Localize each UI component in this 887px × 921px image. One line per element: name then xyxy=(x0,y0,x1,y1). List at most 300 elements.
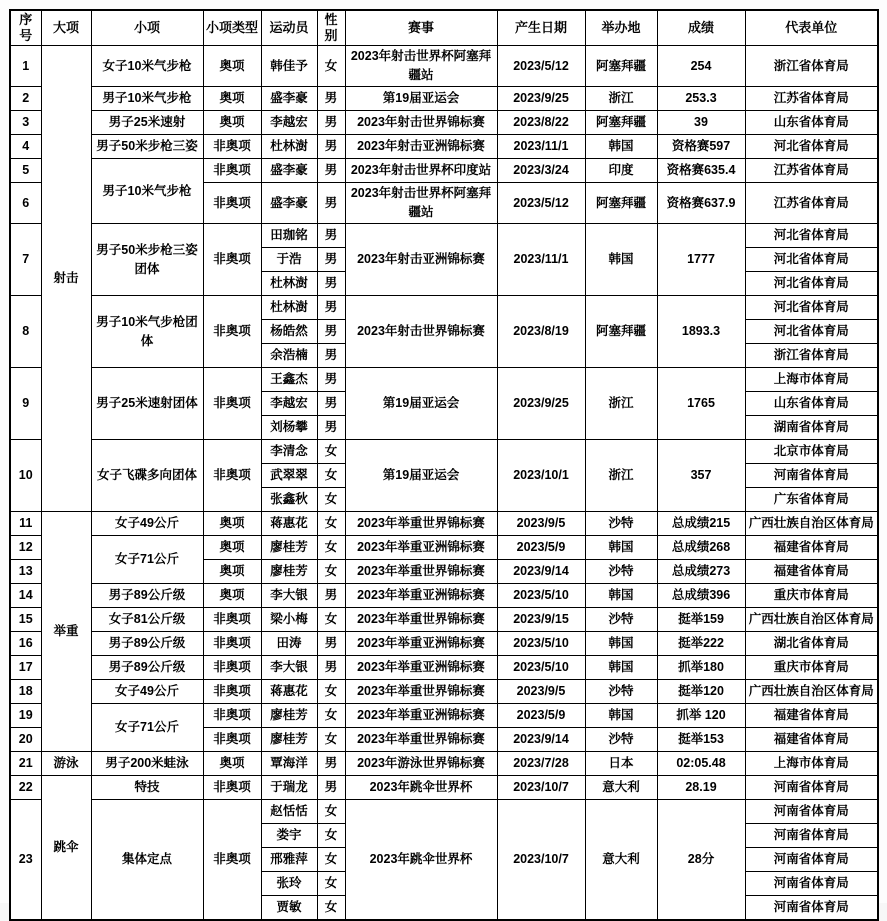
cell: 女 xyxy=(317,536,345,560)
cell: 男 xyxy=(317,584,345,608)
cell: 男子89公斤级 xyxy=(91,632,203,656)
cell: 2 xyxy=(10,87,41,111)
cell: 娄宇 xyxy=(261,824,317,848)
cell: 2023年射击世界杯印度站 xyxy=(345,159,497,183)
column-header: 举办地 xyxy=(585,10,657,46)
cell: 男子10米气步枪团体 xyxy=(91,296,203,368)
cell: 盛李豪 xyxy=(261,183,317,224)
cell: 非奥项 xyxy=(203,440,261,512)
cell: 河南省体育局 xyxy=(745,776,878,800)
table-row xyxy=(10,296,878,320)
cell: 杜林澍 xyxy=(261,135,317,159)
cell: 18 xyxy=(10,680,41,704)
cell: 2023/8/19 xyxy=(497,296,585,368)
cell: 16 xyxy=(10,632,41,656)
cell: 抓举180 xyxy=(657,656,745,680)
cell: 北京市体育局 xyxy=(745,440,878,464)
cell: 总成绩215 xyxy=(657,512,745,536)
cell: 总成绩268 xyxy=(657,536,745,560)
cell: 男子10米气步枪 xyxy=(91,87,203,111)
cell: 河北省体育局 xyxy=(745,296,878,320)
cell: 非奥项 xyxy=(203,680,261,704)
cell: 河南省体育局 xyxy=(745,872,878,896)
cell: 2023年举重亚洲锦标赛 xyxy=(345,584,497,608)
cell: 男 xyxy=(317,87,345,111)
cell: 女 xyxy=(317,488,345,512)
cell: 2023年举重亚洲锦标赛 xyxy=(345,632,497,656)
table-row xyxy=(10,776,878,800)
cell: 韩国 xyxy=(585,135,657,159)
cell: 奥项 xyxy=(203,536,261,560)
cell: 阿塞拜疆 xyxy=(585,111,657,135)
cell: 韩佳予 xyxy=(261,46,317,87)
cell: 第19届亚运会 xyxy=(345,440,497,512)
cell: 11 xyxy=(10,512,41,536)
cell: 韩国 xyxy=(585,224,657,296)
cell: 河南省体育局 xyxy=(745,800,878,824)
cell: 女 xyxy=(317,728,345,752)
cell: 江苏省体育局 xyxy=(745,159,878,183)
cell: 印度 xyxy=(585,159,657,183)
cell: 李清念 xyxy=(261,440,317,464)
cell: 2023年跳伞世界杯 xyxy=(345,776,497,800)
cell: 2023年射击亚洲锦标赛 xyxy=(345,135,497,159)
cell: 非奥项 xyxy=(203,656,261,680)
cell: 20 xyxy=(10,728,41,752)
cell: 12 xyxy=(10,536,41,560)
cell: 9 xyxy=(10,368,41,440)
cell: 意大利 xyxy=(585,800,657,921)
cell: 资格赛635.4 xyxy=(657,159,745,183)
cell: 男 xyxy=(317,416,345,440)
cell: 蒋惠花 xyxy=(261,512,317,536)
cell: 河南省体育局 xyxy=(745,848,878,872)
cell: 山东省体育局 xyxy=(745,111,878,135)
cell: 浙江省体育局 xyxy=(745,46,878,87)
cell: 河南省体育局 xyxy=(745,896,878,921)
cell: 2023年举重世界锦标赛 xyxy=(345,512,497,536)
cell: 非奥项 xyxy=(203,776,261,800)
cell: 廖桂芳 xyxy=(261,560,317,584)
cell: 男子10米气步枪 xyxy=(91,159,203,224)
cell: 4 xyxy=(10,135,41,159)
column-header: 序号 xyxy=(10,10,41,46)
cell: 非奥项 xyxy=(203,800,261,921)
cell: 挺举153 xyxy=(657,728,745,752)
cell: 357 xyxy=(657,440,745,512)
cell: 非奥项 xyxy=(203,632,261,656)
cell: 女子49公斤 xyxy=(91,680,203,704)
cell: 奥项 xyxy=(203,46,261,87)
cell: 男 xyxy=(317,752,345,776)
cell: 重庆市体育局 xyxy=(745,584,878,608)
cell: 2023/5/10 xyxy=(497,632,585,656)
cell: 沙特 xyxy=(585,560,657,584)
cell: 女 xyxy=(317,872,345,896)
cell: 男 xyxy=(317,368,345,392)
cell: 跳伞 xyxy=(41,776,91,921)
table-row xyxy=(10,135,878,159)
cell: 余浩楠 xyxy=(261,344,317,368)
cell: 2023年射击世界杯阿塞拜疆站 xyxy=(345,46,497,87)
cell: 男子89公斤级 xyxy=(91,584,203,608)
cell: 男子25米速射 xyxy=(91,111,203,135)
column-header: 性别 xyxy=(317,10,345,46)
cell: 韩国 xyxy=(585,536,657,560)
cell: 男 xyxy=(317,632,345,656)
column-header: 赛事 xyxy=(345,10,497,46)
cell: 28.19 xyxy=(657,776,745,800)
cell: 广东省体育局 xyxy=(745,488,878,512)
cell: 2023/9/5 xyxy=(497,680,585,704)
table-row xyxy=(10,656,878,680)
column-header: 小项类型 xyxy=(203,10,261,46)
cell: 日本 xyxy=(585,752,657,776)
cell: 盛李豪 xyxy=(261,87,317,111)
cell: 2023年举重亚洲锦标赛 xyxy=(345,656,497,680)
cell: 河北省体育局 xyxy=(745,248,878,272)
cell: 39 xyxy=(657,111,745,135)
cell: 男 xyxy=(317,135,345,159)
cell: 2023年举重亚洲锦标赛 xyxy=(345,536,497,560)
cell: 江苏省体育局 xyxy=(745,87,878,111)
cell: 武翠翠 xyxy=(261,464,317,488)
cell: 男 xyxy=(317,776,345,800)
cell: 女 xyxy=(317,800,345,824)
cell: 女 xyxy=(317,46,345,87)
cell: 女 xyxy=(317,440,345,464)
cell: 举重 xyxy=(41,512,91,752)
cell: 河南省体育局 xyxy=(745,824,878,848)
table-row xyxy=(10,680,878,704)
cell: 第19届亚运会 xyxy=(345,87,497,111)
cell: 上海市体育局 xyxy=(745,752,878,776)
cell: 奥项 xyxy=(203,87,261,111)
cell: 2023/5/9 xyxy=(497,536,585,560)
cell: 阿塞拜疆 xyxy=(585,296,657,368)
cell: 女子81公斤级 xyxy=(91,608,203,632)
cell: 于瑞龙 xyxy=(261,776,317,800)
cell: 女 xyxy=(317,824,345,848)
cell: 上海市体育局 xyxy=(745,368,878,392)
cell: 2023/9/14 xyxy=(497,560,585,584)
cell: 男 xyxy=(317,111,345,135)
cell: 刘杨攀 xyxy=(261,416,317,440)
cell: 河北省体育局 xyxy=(745,224,878,248)
cell: 沙特 xyxy=(585,728,657,752)
cell: 女 xyxy=(317,680,345,704)
cell: 阿塞拜疆 xyxy=(585,183,657,224)
cell: 男子89公斤级 xyxy=(91,656,203,680)
column-header: 小项 xyxy=(91,10,203,46)
cell: 奥项 xyxy=(203,512,261,536)
cell: 2023年举重世界锦标赛 xyxy=(345,680,497,704)
cell: 李越宏 xyxy=(261,392,317,416)
cell: 总成绩396 xyxy=(657,584,745,608)
cell: 广西壮族自治区体育局 xyxy=(745,608,878,632)
cell: 挺举222 xyxy=(657,632,745,656)
cell: 女 xyxy=(317,848,345,872)
cell: 男子200米蛙泳 xyxy=(91,752,203,776)
cell: 集体定点 xyxy=(91,800,203,921)
cell: 男 xyxy=(317,296,345,320)
cell: 蒋惠花 xyxy=(261,680,317,704)
cell: 男子25米速射团体 xyxy=(91,368,203,440)
cell: 女 xyxy=(317,704,345,728)
cell: 于浩 xyxy=(261,248,317,272)
cell: 女子71公斤 xyxy=(91,536,203,584)
cell: 张鑫秋 xyxy=(261,488,317,512)
cell: 杜林澍 xyxy=(261,272,317,296)
cell: 2023年射击世界锦标赛 xyxy=(345,296,497,368)
header-row xyxy=(10,10,878,46)
cell: 2023/11/1 xyxy=(497,135,585,159)
cell: 意大利 xyxy=(585,776,657,800)
cell: 韩国 xyxy=(585,632,657,656)
cell: 奥项 xyxy=(203,752,261,776)
cell: 杜林澍 xyxy=(261,296,317,320)
cell: 2023/8/22 xyxy=(497,111,585,135)
cell: 奥项 xyxy=(203,111,261,135)
cell: 非奥项 xyxy=(203,224,261,296)
cell: 浙江 xyxy=(585,87,657,111)
cell: 男 xyxy=(317,159,345,183)
cell: 女子10米气步枪 xyxy=(91,46,203,87)
cell: 抓举 120 xyxy=(657,704,745,728)
cell: 非奥项 xyxy=(203,135,261,159)
cell: 1893.3 xyxy=(657,296,745,368)
table-row xyxy=(10,752,878,776)
cell: 韩国 xyxy=(585,704,657,728)
cell: 非奥项 xyxy=(203,183,261,224)
cell: 13 xyxy=(10,560,41,584)
cell: 河南省体育局 xyxy=(745,464,878,488)
cell: 河北省体育局 xyxy=(745,135,878,159)
cell: 福建省体育局 xyxy=(745,704,878,728)
cell: 2023年跳伞世界杯 xyxy=(345,800,497,921)
cell: 10 xyxy=(10,440,41,512)
cell: 2023/9/14 xyxy=(497,728,585,752)
cell: 贾敏 xyxy=(261,896,317,921)
cell: 5 xyxy=(10,159,41,183)
cell: 23 xyxy=(10,800,41,921)
cell: 覃海洋 xyxy=(261,752,317,776)
cell: 河北省体育局 xyxy=(745,320,878,344)
cell: 奥项 xyxy=(203,560,261,584)
cell: 广西壮族自治区体育局 xyxy=(745,512,878,536)
table-row xyxy=(10,159,878,183)
cell: 21 xyxy=(10,752,41,776)
cell: 254 xyxy=(657,46,745,87)
column-header: 运动员 xyxy=(261,10,317,46)
cell: 赵恬恬 xyxy=(261,800,317,824)
cell: 湖南省体育局 xyxy=(745,416,878,440)
cell: 2023年游泳世界锦标赛 xyxy=(345,752,497,776)
table-row xyxy=(10,800,878,824)
cell: 2023/11/1 xyxy=(497,224,585,296)
cell: 奥项 xyxy=(203,584,261,608)
cell: 非奥项 xyxy=(203,368,261,440)
cell: 李大银 xyxy=(261,584,317,608)
cell: 19 xyxy=(10,704,41,728)
column-header: 代表单位 xyxy=(745,10,878,46)
cell: 男 xyxy=(317,272,345,296)
table-row xyxy=(10,46,878,87)
table-row xyxy=(10,111,878,135)
table-row xyxy=(10,224,878,248)
cell: 廖桂芳 xyxy=(261,704,317,728)
cell: 非奥项 xyxy=(203,608,261,632)
cell: 男子50米步枪三姿团体 xyxy=(91,224,203,296)
cell: 2023/9/25 xyxy=(497,87,585,111)
cell: 22 xyxy=(10,776,41,800)
cell: 河北省体育局 xyxy=(745,272,878,296)
cell: 挺举159 xyxy=(657,608,745,632)
cell: 2023/10/7 xyxy=(497,776,585,800)
cell: 女子飞碟多向团体 xyxy=(91,440,203,512)
cell: 浙江省体育局 xyxy=(745,344,878,368)
column-header: 成绩 xyxy=(657,10,745,46)
cell: 福建省体育局 xyxy=(745,728,878,752)
cell: 女 xyxy=(317,608,345,632)
cell: 非奥项 xyxy=(203,704,261,728)
cell: 沙特 xyxy=(585,680,657,704)
cell: 重庆市体育局 xyxy=(745,656,878,680)
cell: 2023/10/7 xyxy=(497,800,585,921)
cell: 女 xyxy=(317,512,345,536)
cell: 男 xyxy=(317,656,345,680)
cell: 李越宏 xyxy=(261,111,317,135)
cell: 1777 xyxy=(657,224,745,296)
cell: 6 xyxy=(10,183,41,224)
table-row xyxy=(10,440,878,464)
cell: 田珈铭 xyxy=(261,224,317,248)
cell: 2023年举重世界锦标赛 xyxy=(345,608,497,632)
cell: 2023/5/9 xyxy=(497,704,585,728)
cell: 盛李豪 xyxy=(261,159,317,183)
cell: 射击 xyxy=(41,46,91,512)
sports-records-table xyxy=(9,9,879,921)
cell: 2023/9/25 xyxy=(497,368,585,440)
cell: 男 xyxy=(317,392,345,416)
table-row xyxy=(10,368,878,392)
cell: 李大银 xyxy=(261,656,317,680)
table-body xyxy=(10,46,878,921)
cell: 杨皓然 xyxy=(261,320,317,344)
cell: 非奥项 xyxy=(203,296,261,368)
cell: 非奥项 xyxy=(203,728,261,752)
table-row xyxy=(10,584,878,608)
cell: 男 xyxy=(317,320,345,344)
cell: 男子50米步枪三姿 xyxy=(91,135,203,159)
cell: 2023/7/28 xyxy=(497,752,585,776)
cell: 男 xyxy=(317,183,345,224)
cell: 游泳 xyxy=(41,752,91,776)
cell: 福建省体育局 xyxy=(745,536,878,560)
table-row xyxy=(10,704,878,728)
cell: 总成绩273 xyxy=(657,560,745,584)
cell: 253.3 xyxy=(657,87,745,111)
cell: 2023/5/12 xyxy=(497,183,585,224)
cell: 山东省体育局 xyxy=(745,392,878,416)
cell: 2023/9/5 xyxy=(497,512,585,536)
cell: 资格赛637.9 xyxy=(657,183,745,224)
table-row xyxy=(10,87,878,111)
table-row xyxy=(10,632,878,656)
cell: 2023/5/12 xyxy=(497,46,585,87)
cell: 广西壮族自治区体育局 xyxy=(745,680,878,704)
cell: 2023/3/24 xyxy=(497,159,585,183)
table-row xyxy=(10,536,878,560)
cell: 2023年射击世界杯阿塞拜疆站 xyxy=(345,183,497,224)
cell: 02:05.48 xyxy=(657,752,745,776)
cell: 特技 xyxy=(91,776,203,800)
cell: 韩国 xyxy=(585,656,657,680)
cell: 女 xyxy=(317,464,345,488)
cell: 男 xyxy=(317,224,345,248)
cell: 2023年射击亚洲锦标赛 xyxy=(345,224,497,296)
cell: 张玲 xyxy=(261,872,317,896)
cell: 15 xyxy=(10,608,41,632)
cell: 2023/9/15 xyxy=(497,608,585,632)
cell: 28分 xyxy=(657,800,745,921)
cell: 田涛 xyxy=(261,632,317,656)
cell: 沙特 xyxy=(585,608,657,632)
cell: 阿塞拜疆 xyxy=(585,46,657,87)
cell: 8 xyxy=(10,296,41,368)
cell: 第19届亚运会 xyxy=(345,368,497,440)
column-header: 产生日期 xyxy=(497,10,585,46)
cell: 挺举120 xyxy=(657,680,745,704)
cell: 14 xyxy=(10,584,41,608)
cell: 1 xyxy=(10,46,41,87)
cell: 男 xyxy=(317,344,345,368)
cell: 2023/5/10 xyxy=(497,656,585,680)
cell: 邢雅萍 xyxy=(261,848,317,872)
cell: 3 xyxy=(10,111,41,135)
cell: 资格赛597 xyxy=(657,135,745,159)
cell: 湖北省体育局 xyxy=(745,632,878,656)
cell: 2023/5/10 xyxy=(497,584,585,608)
cell: 女子49公斤 xyxy=(91,512,203,536)
column-header: 大项 xyxy=(41,10,91,46)
cell: 1765 xyxy=(657,368,745,440)
cell: 非奥项 xyxy=(203,159,261,183)
cell: 梁小梅 xyxy=(261,608,317,632)
cell: 韩国 xyxy=(585,584,657,608)
cell: 廖桂芳 xyxy=(261,536,317,560)
cell: 女子71公斤 xyxy=(91,704,203,752)
cell: 女 xyxy=(317,896,345,921)
table-row xyxy=(10,608,878,632)
cell: 王鑫杰 xyxy=(261,368,317,392)
cell: 2023年射击世界锦标赛 xyxy=(345,111,497,135)
cell: 17 xyxy=(10,656,41,680)
cell: 2023/10/1 xyxy=(497,440,585,512)
table-row xyxy=(10,512,878,536)
cell: 浙江 xyxy=(585,440,657,512)
cell: 7 xyxy=(10,224,41,296)
cell: 江苏省体育局 xyxy=(745,183,878,224)
cell: 沙特 xyxy=(585,512,657,536)
cell: 2023年举重世界锦标赛 xyxy=(345,728,497,752)
cell: 2023年举重亚洲锦标赛 xyxy=(345,704,497,728)
cell: 浙江 xyxy=(585,368,657,440)
cell: 女 xyxy=(317,560,345,584)
cell: 男 xyxy=(317,248,345,272)
cell: 2023年举重世界锦标赛 xyxy=(345,560,497,584)
cell: 福建省体育局 xyxy=(745,560,878,584)
